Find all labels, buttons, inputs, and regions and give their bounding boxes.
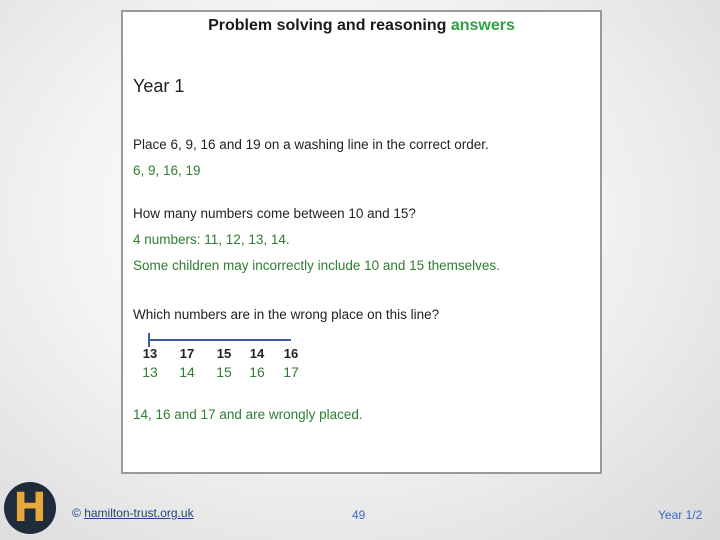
copyright-symbol: © [72,506,81,520]
hamilton-logo-icon: H [4,482,56,534]
page-number: 49 [352,508,366,522]
corrected-value: 17 [283,364,299,380]
website-link[interactable]: hamilton-trust.org.uk [84,506,194,520]
answer-card [121,10,602,474]
corrected-value: 13 [142,364,158,380]
question-2: How many numbers come between 10 and 15? [133,206,416,221]
number-line-value: 16 [283,346,299,361]
title-highlight: answers [450,17,515,34]
number-line-value: 14 [249,346,265,361]
number-line [149,339,291,341]
year-label: Year 1/2 [658,508,703,522]
corrected-value: 16 [249,364,265,380]
question-3: Which numbers are in the wrong place on this line? [133,307,440,322]
question-1: Place 6, 9, 16 and 19 on a washing line in the correct order. [133,137,489,152]
number-line-value: 15 [216,346,232,361]
corrected-value: 14 [179,364,195,380]
corrected-value: 15 [216,364,232,380]
number-line-value: 17 [179,346,195,361]
page-title: Problem solving and reasoning answers [208,17,515,34]
answer-1: 6, 9, 16, 19 [133,163,201,178]
answer-2: 4 numbers: 11, 12, 13, 14. [133,232,290,247]
number-line-value: 13 [142,346,158,361]
answer-2-note: Some children may incorrectly include 10 and 15 themselves. [133,258,500,273]
year-heading: Year 1 [133,76,185,96]
answer-3: 14, 16 and 17 and are wrongly placed. [133,407,363,422]
copyright [72,506,194,520]
